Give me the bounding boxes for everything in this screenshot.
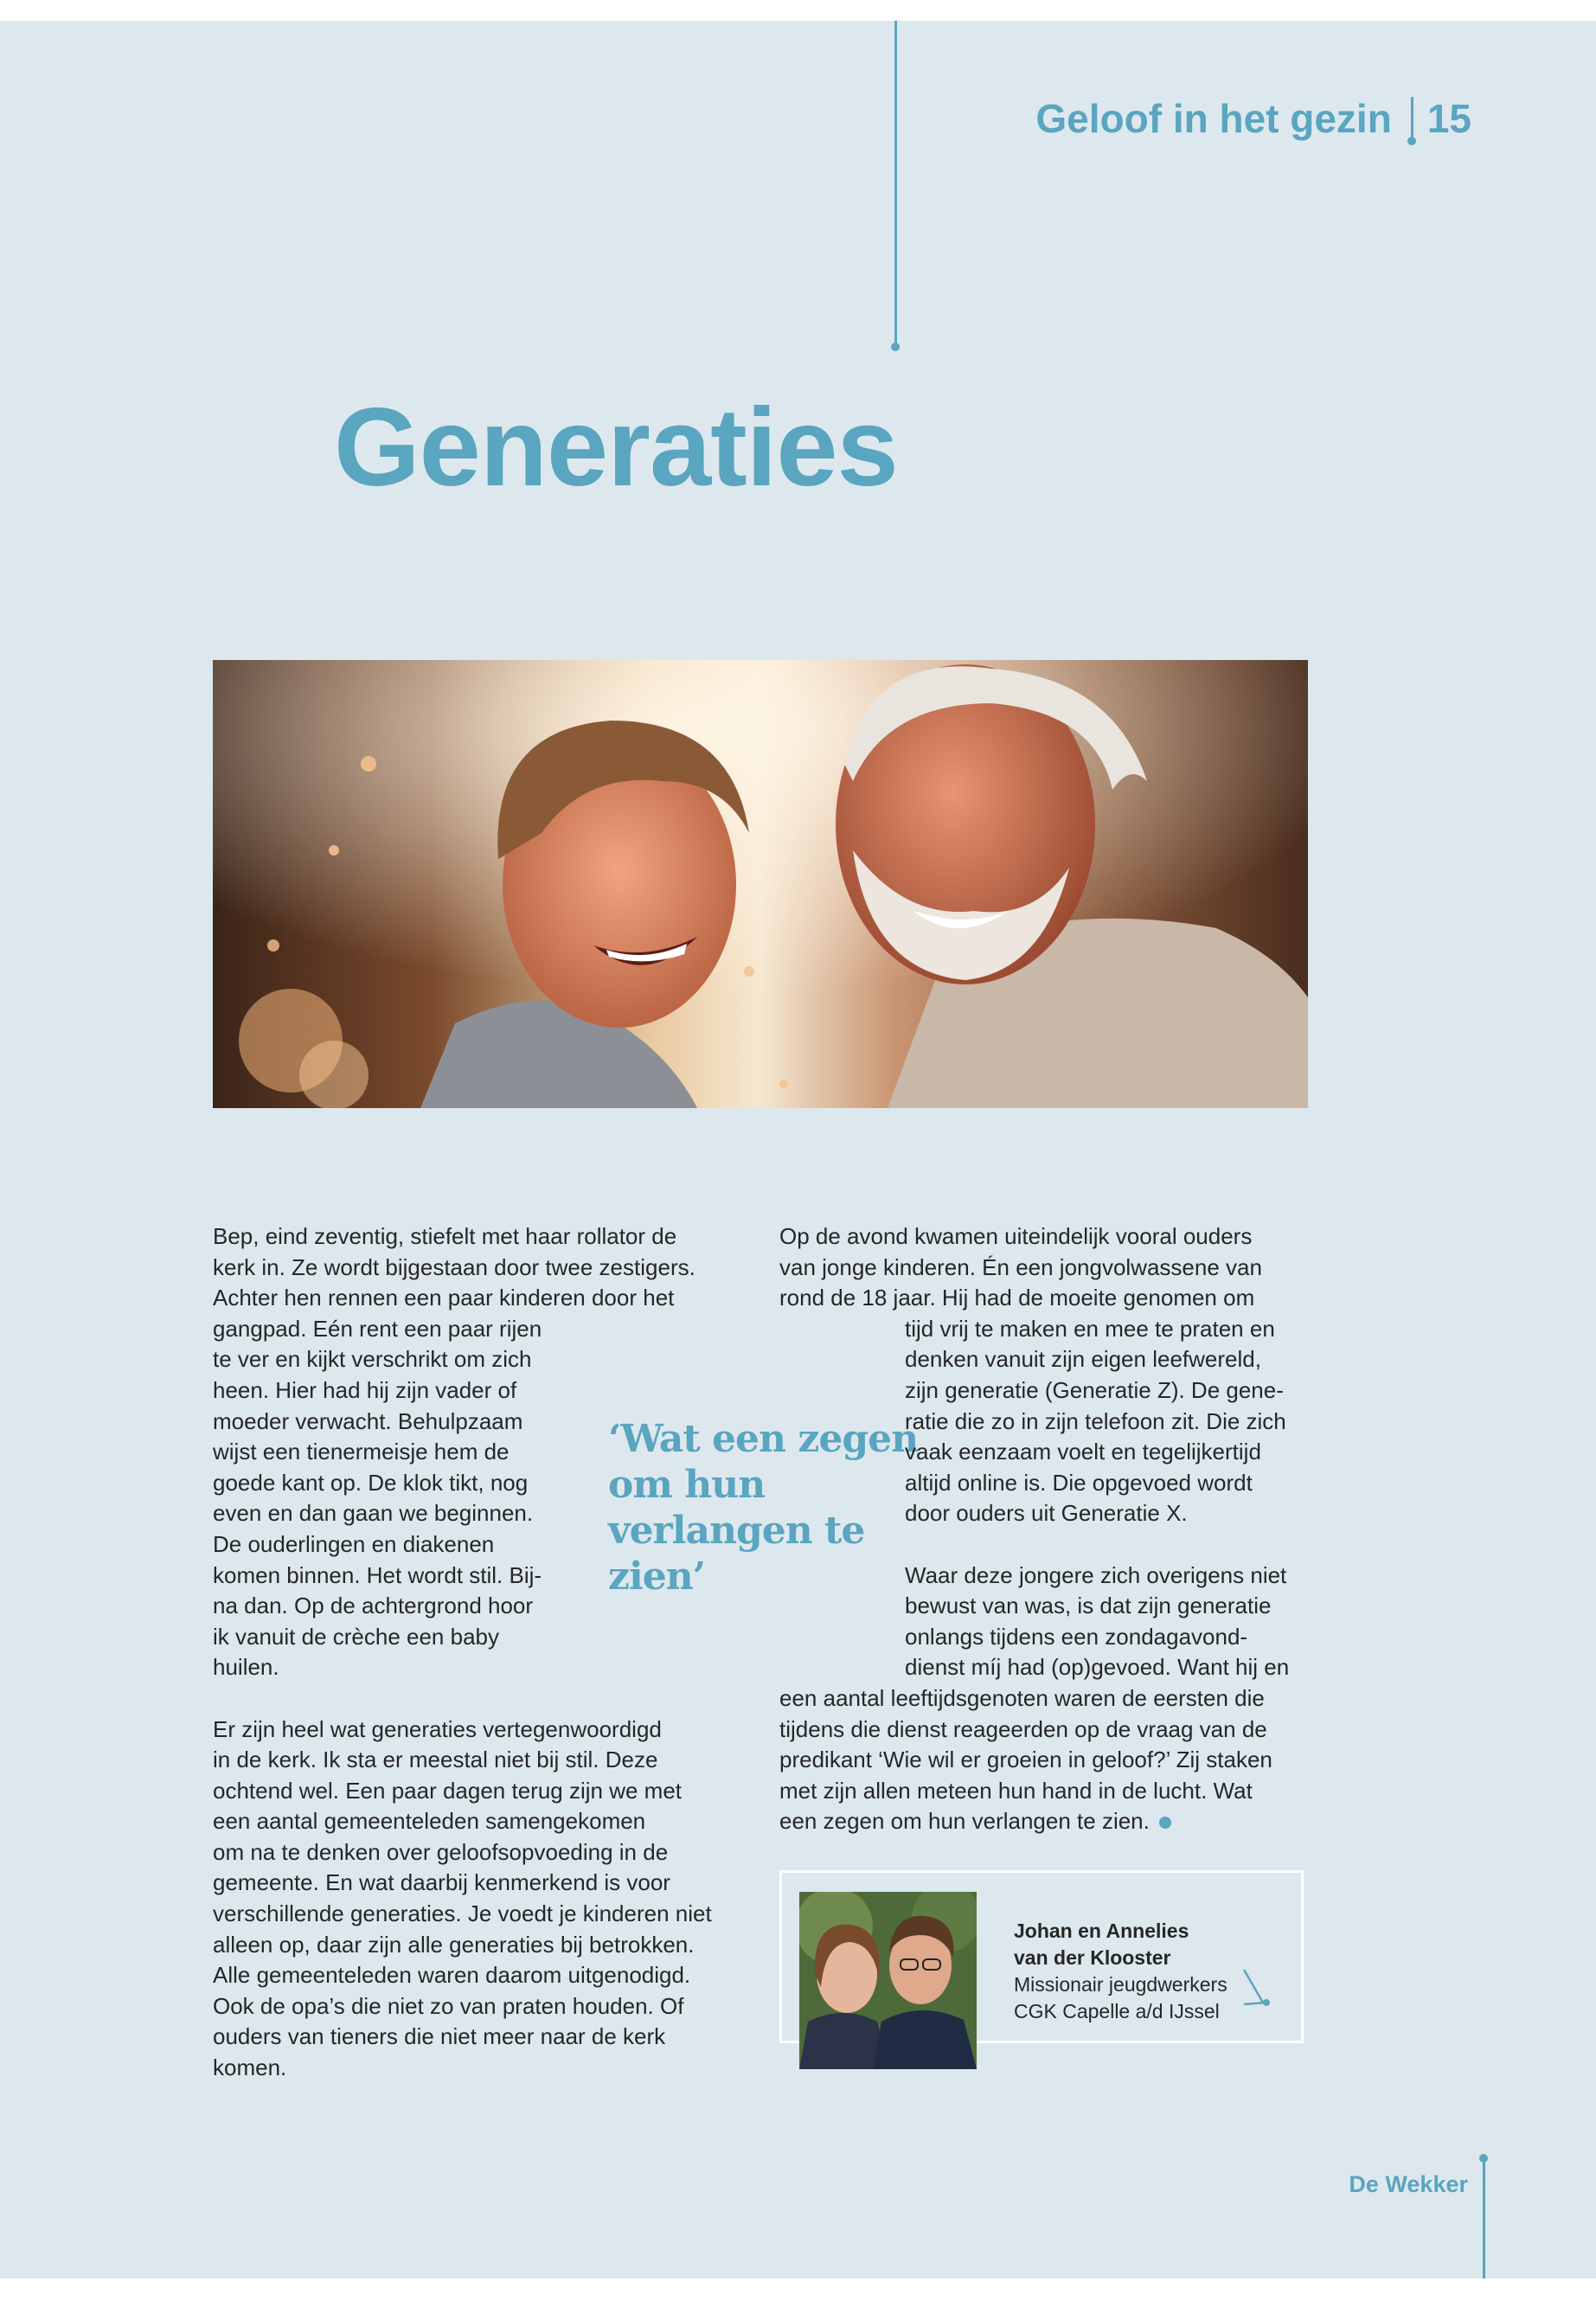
text-line: Bep, eind zeventig, stiefelt met haar rollator de [213, 1223, 677, 1249]
paragraph-2 [213, 1715, 740, 2084]
text-line: rond de 18 jaar. Hij had de moeite genomen om [779, 1285, 1255, 1311]
text-line: Achter hen rennen een paar kinderen door het [213, 1285, 675, 1311]
text-line: tijd vrij te maken en mee te praten en [905, 1315, 1275, 1342]
header-separator [1411, 97, 1413, 140]
text-line: gangpad. Eén rent een paar rijen [213, 1315, 542, 1342]
running-header [1035, 95, 1471, 142]
end-mark-dot [1159, 1817, 1171, 1829]
text-line: door ouders uit Generatie X. [905, 1500, 1188, 1527]
text-line: wijst een tienermeisje hem de [213, 1439, 510, 1465]
text-line: ik vanuit de crèche een baby [213, 1623, 499, 1650]
author-affiliation: CGK Capelle a/d IJssel [1014, 2000, 1220, 2022]
magazine-page [0, 21, 1596, 2279]
author-box-accent-line [1242, 1968, 1277, 2020]
text-line: ratie die zo in zijn telefoon zit. Die zich [905, 1407, 1286, 1434]
text-line-last [779, 1806, 1316, 1837]
text-line: kerk in. Ze wordt bijgestaan door twee zestigers. [213, 1253, 695, 1280]
text-line: onlangs tijdens een zondagavond- [905, 1623, 1248, 1650]
text-line: een aantal leeftijdsgenoten waren de eersten die [779, 1684, 1265, 1711]
text-line: huilen. [213, 1654, 279, 1681]
text-line: ouders van tieners die niet meer naar de kerk [213, 2023, 666, 2050]
text-line: Waar deze jongere zich overigens niet [905, 1561, 1287, 1588]
text-line: Op de avond kwamen uiteindelijk vooral ouders [779, 1223, 1253, 1249]
text-line: heen. Hier had hij zijn vader of [213, 1376, 517, 1403]
text-line: na dan. Op de achtergrond hoor [213, 1593, 534, 1619]
quote-line: zien’ [608, 1554, 706, 1599]
text-line: verschillende generaties. Je voedt je kinderen niet [213, 1900, 712, 1927]
text-line: van jonge kinderen. Én een jongvolwassene van [779, 1253, 1262, 1280]
article-column-left [213, 1221, 740, 2084]
text-line: alleen op, daar zijn alle generaties bij betrokken. [213, 1931, 695, 1958]
text-line: een zegen om hun verlangen te zien. [779, 1808, 1150, 1835]
text-line: met zijn allen meteen hun hand in de lucht. Wat [779, 1777, 1253, 1804]
top-divider-line [894, 21, 897, 348]
author-name: van der Klooster [1014, 1946, 1171, 1969]
article-title: Generaties [334, 386, 898, 510]
author-photo [799, 1892, 977, 2069]
author-box [779, 1870, 1304, 2043]
text-line: Alle gemeenteleden waren daarom uitgenodigd. [213, 1962, 691, 1989]
text-line: altijd online is. Die opgevoed wordt [905, 1469, 1253, 1496]
text-line: komen binnen. Het wordt stil. Bij- [213, 1561, 542, 1588]
paragraph-4 [779, 1561, 1316, 1837]
publication-name: De Wekker [1349, 2171, 1468, 2197]
text-line: denken vanuit zijn eigen leefwereld, [905, 1346, 1261, 1373]
quote-line: verlangen te [608, 1509, 865, 1553]
text-line: Ook de opa’s die niet zo van praten houden. Of [213, 1992, 684, 2019]
author-role: Missionair jeugdwerkers [1014, 1973, 1227, 1996]
bottom-divider-line [1483, 2157, 1485, 2279]
text-line: om na te denken over geloofsopvoeding in de [213, 1838, 669, 1865]
top-divider-dot [891, 343, 900, 351]
article-column-right [779, 1221, 1316, 1837]
text-line: dienst míj had (op)gevoed. Want hij en [905, 1654, 1290, 1681]
quote-line: om hun [608, 1463, 766, 1507]
section-name: Geloof in het gezin [1035, 96, 1392, 141]
paragraph-3 [779, 1221, 1316, 1529]
text-line: De ouderlingen en diakenen [213, 1530, 495, 1557]
text-line: predikant ‘Wie wil er groeien in geloof?’ Zij staken [779, 1747, 1272, 1773]
author-name: Johan en Annelies [1014, 1920, 1189, 1942]
text-line: zijn generatie (Generatie Z). De gene- [905, 1376, 1284, 1403]
text-line: gemeente. En wat daarbij kenmerkend is voor [213, 1869, 670, 1896]
text-line: te ver en kijkt verschrikt om zich [213, 1346, 532, 1373]
text-line: een aantal gemeenteleden samengekomen [213, 1808, 646, 1835]
author-info [1014, 1918, 1227, 2025]
text-line: even en dan gaan we beginnen. [213, 1500, 534, 1527]
quote-line: ‘Wat een zegen [608, 1417, 919, 1461]
page-number: 15 [1426, 96, 1471, 141]
text-line: tijdens die dienst reageerden op de vraag van de [779, 1715, 1267, 1742]
text-line: ochtend wel. Een paar dagen terug zijn we met [213, 1777, 683, 1804]
text-line: vaak eenzaam voelt en tegelijkertijd [905, 1439, 1261, 1465]
text-line: komen. [213, 2054, 287, 2081]
bottom-divider-dot [1479, 2154, 1488, 2163]
text-line: moeder verwacht. Behulpzaam [213, 1407, 523, 1434]
text-line: bewust van was, is dat zijn generatie [905, 1593, 1272, 1619]
text-line: goede kant op. De klok tikt, nog [213, 1469, 529, 1496]
text-line: in de kerk. Ik sta er meestal niet bij stil. Deze [213, 1747, 658, 1773]
text-line: Er zijn heel wat generaties vertegenwoordigd [213, 1715, 662, 1742]
hero-photo-grandfather-and-child [213, 660, 1308, 1108]
